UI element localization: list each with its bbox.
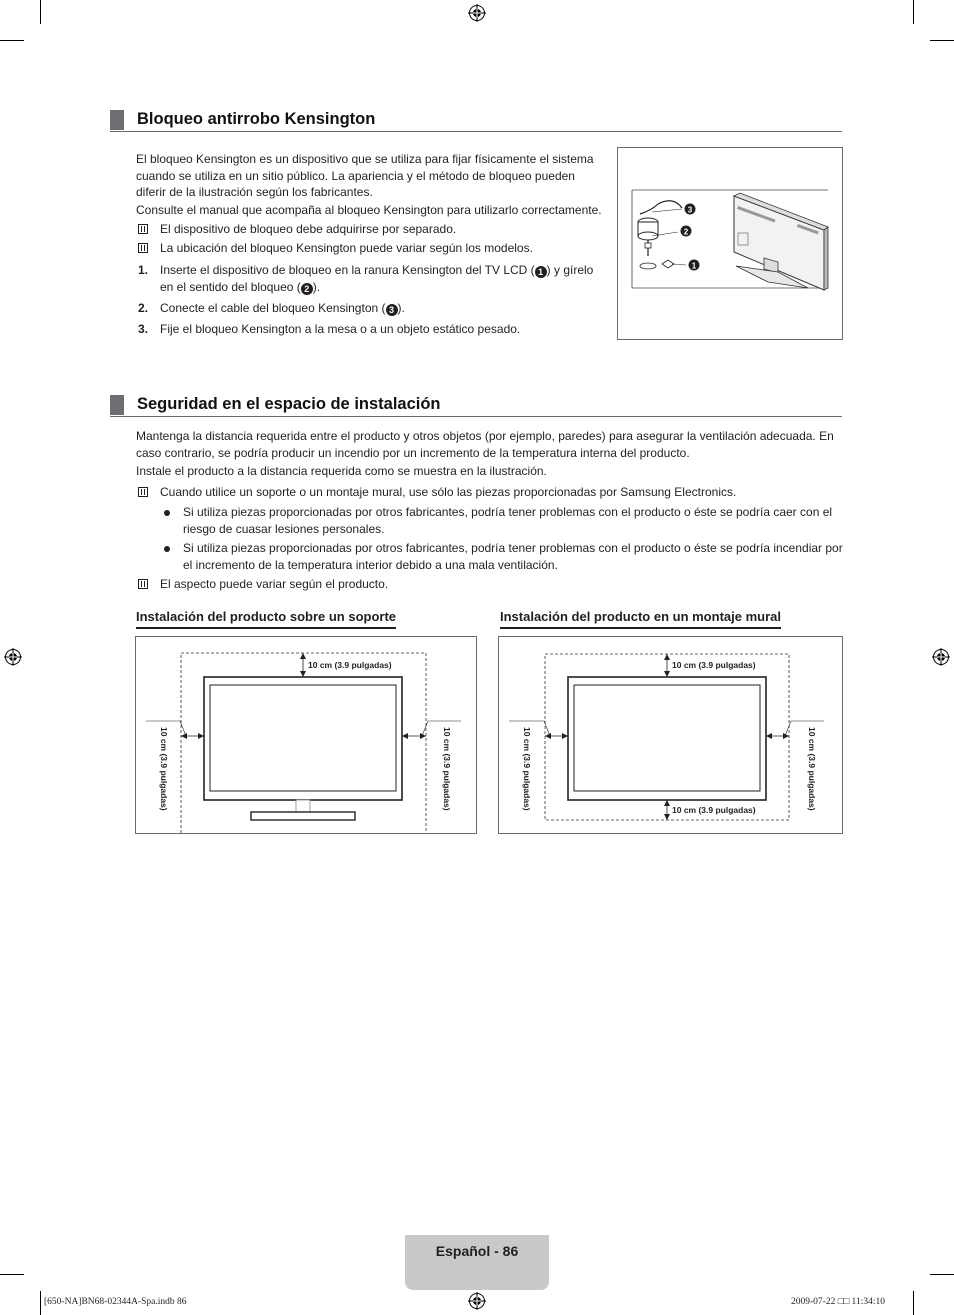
circled-number-icon: 1 bbox=[535, 266, 547, 278]
kensington-lock-drawing bbox=[618, 148, 842, 339]
wall-tv-drawing bbox=[499, 637, 842, 833]
section-marker-bar bbox=[110, 110, 124, 130]
paragraph: Instale el producto a la distancia requerida como se muestra en la ilustración. bbox=[136, 463, 547, 478]
figure-label: 2 bbox=[683, 227, 689, 237]
registration-mark-icon bbox=[932, 648, 950, 666]
wall-clearance-diagram bbox=[498, 636, 843, 834]
note-icon bbox=[138, 243, 148, 253]
registration-mark-icon bbox=[468, 4, 486, 22]
crop-mark bbox=[0, 40, 24, 41]
registration-mark-icon bbox=[4, 648, 22, 666]
section-header-kensington bbox=[110, 109, 842, 132]
crop-mark bbox=[913, 1291, 914, 1315]
crop-mark bbox=[40, 1291, 41, 1315]
paragraph: El bloqueo Kensington es un dispositivo que se utiliza para fijar físicamente el sistema cuando se utiliza en un sitio público. La apariencia y el método de bloqueo pueden diferir de la ilustración según los fabricantes. bbox=[136, 152, 594, 200]
kensington-illustration bbox=[617, 147, 843, 340]
circled-number-icon: 3 bbox=[386, 304, 398, 316]
paragraph: Mantenga la distancia requerida entre el producto y otros objetos (por ejemplo, paredes) para asegurar la ventilación adecuada. En caso contrario, se podría producir un incendio por un incremento de la temperatura interna del producto. bbox=[136, 429, 834, 460]
bullet-text: Si utiliza piezas proporcionadas por otros fabricantes, podría tener problemas con el producto o éste se podría caer con el riesgo de cuasar lesiones personales. bbox=[183, 505, 833, 536]
installation-intro bbox=[136, 428, 836, 481]
circled-number-icon: 2 bbox=[301, 283, 313, 295]
wall-install-heading: Instalación del producto en un montaje mural bbox=[500, 609, 781, 629]
bullet-icon bbox=[164, 546, 170, 552]
step-text bbox=[160, 300, 606, 317]
crop-mark bbox=[40, 0, 41, 24]
note-text: El dispositivo de bloqueo debe adquirirse por separado. bbox=[160, 222, 457, 236]
print-slug-file: [650-NA]BN68-02344A-Spa.indb 86 bbox=[44, 1297, 187, 1307]
step-text bbox=[160, 262, 606, 295]
bullet-icon bbox=[164, 510, 170, 516]
step-text-part: Conecte el cable del bloqueo Kensington ( bbox=[160, 301, 386, 315]
crop-mark bbox=[913, 0, 914, 24]
step-text: Fije el bloqueo Kensington a la mesa o a un objeto estático pesado. bbox=[160, 322, 521, 336]
stand-tv-drawing bbox=[136, 637, 476, 833]
figure-label: 3 bbox=[687, 205, 693, 215]
crop-mark bbox=[930, 40, 954, 41]
step-number: 3. bbox=[138, 322, 149, 336]
section-marker-bar bbox=[110, 395, 124, 415]
left-clearance-label: 10 cm (3.9 pulgadas) bbox=[522, 727, 532, 811]
crop-mark bbox=[0, 1274, 24, 1275]
figure-label: 1 bbox=[691, 261, 697, 271]
print-slug-date: 2009-07-22 □□ 11:34:10 bbox=[791, 1297, 885, 1307]
section-title: Bloqueo antirrobo Kensington bbox=[137, 110, 376, 128]
stand-install-heading: Instalación del producto sobre un soporte bbox=[136, 609, 396, 629]
step-text-part: ). bbox=[312, 279, 321, 294]
section-title: Seguridad en el espacio de instalación bbox=[137, 395, 441, 413]
note-icon bbox=[138, 579, 148, 589]
bullet-text: Si utiliza piezas proporcionadas por otros fabricantes, podría tener problemas con el producto o éste se podría incendiar por el incremento de la temperatura interior debido a una mala ventilación. bbox=[183, 541, 843, 572]
section-header-installation-space bbox=[110, 394, 842, 417]
step-text-part: ) y gírelo en el sentido del bloqueo ( bbox=[160, 263, 594, 294]
registration-mark-icon bbox=[468, 1292, 486, 1310]
crop-mark bbox=[930, 1274, 954, 1275]
stand-clearance-diagram bbox=[135, 636, 477, 834]
paragraph: Consulte el manual que acompaña al bloqueo Kensington para utilizarlo correctamente. bbox=[136, 203, 602, 218]
bottom-clearance-label: 10 cm (3.9 pulgadas) bbox=[672, 805, 756, 815]
note-text: El aspecto puede variar según el producto. bbox=[160, 577, 389, 591]
left-clearance-label: 10 cm (3.9 pulgadas) bbox=[159, 727, 169, 811]
right-clearance-label: 10 cm (3.9 pulgadas) bbox=[442, 727, 452, 811]
page-number-tab bbox=[405, 1235, 549, 1290]
note-icon bbox=[138, 487, 148, 497]
step-number: 1. bbox=[138, 263, 149, 277]
step-text-part: Inserte el dispositivo de bloqueo en la ranura Kensington del TV LCD ( bbox=[160, 263, 535, 277]
step-text-part: ). bbox=[397, 301, 405, 315]
top-clearance-label: 10 cm (3.9 pulgadas) bbox=[308, 660, 392, 670]
note-icon bbox=[138, 224, 148, 234]
page-number: Español - 86 bbox=[435, 1243, 519, 1259]
step-number: 2. bbox=[138, 301, 149, 315]
note-text: La ubicación del bloqueo Kensington puede variar según los modelos. bbox=[160, 241, 533, 255]
right-clearance-label: 10 cm (3.9 pulgadas) bbox=[807, 727, 817, 811]
kensington-intro bbox=[136, 151, 606, 220]
note-text: Cuando utilice un soporte o un montaje mural, use sólo las piezas proporcionadas por Samsung Electronics. bbox=[160, 485, 737, 499]
top-clearance-label: 10 cm (3.9 pulgadas) bbox=[672, 660, 756, 670]
